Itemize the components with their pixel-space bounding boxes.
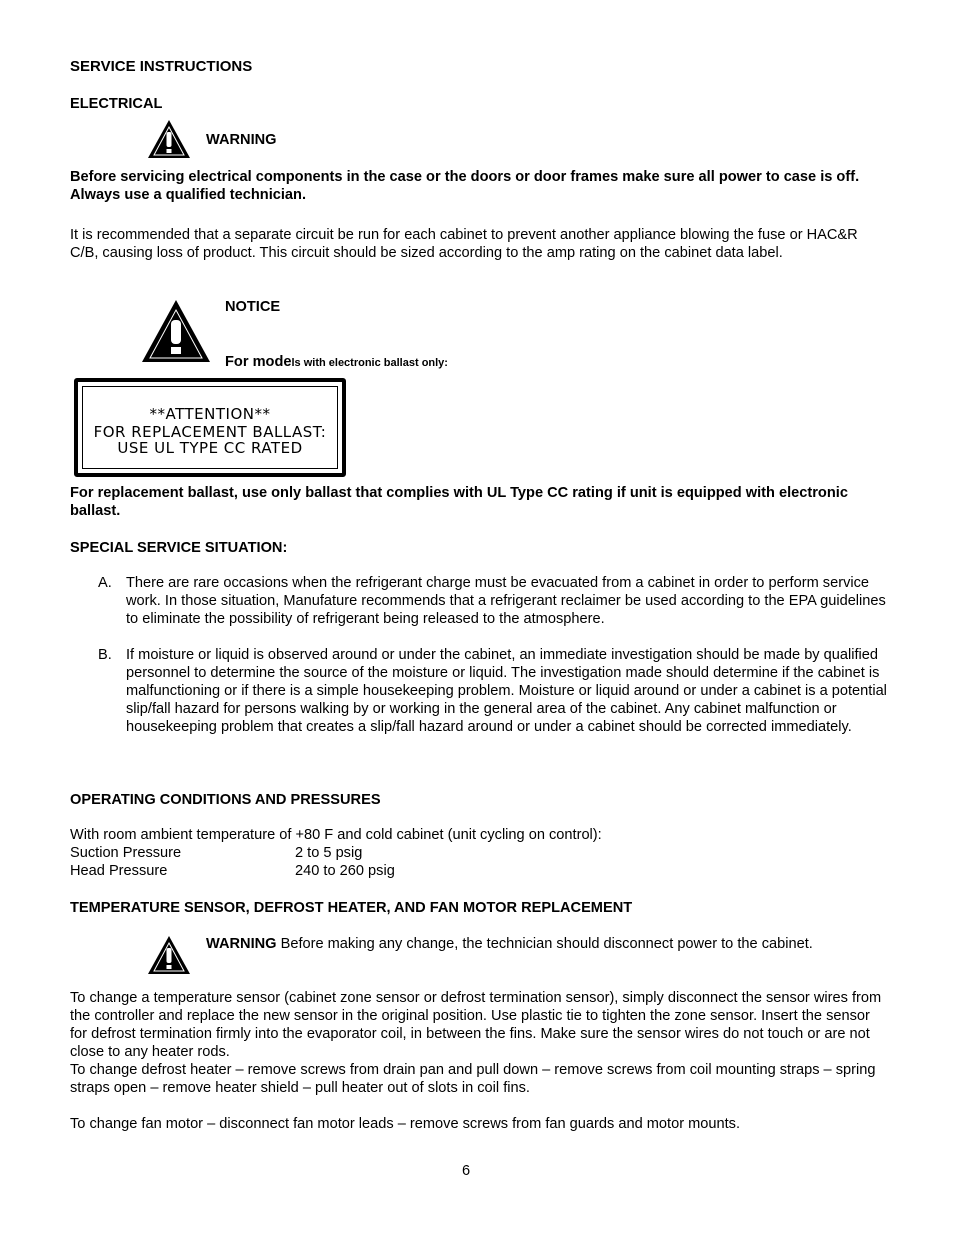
warning-label: WARNING xyxy=(206,132,277,148)
electrical-warning-text: Before servicing electrical components in the case or the doors or door frames make sure all power to case is off. Always use a qualified technician. xyxy=(70,169,860,203)
section-heading-electrical: ELECTRICAL xyxy=(70,96,163,112)
ballast-paragraph: For replacement ballast, use only ballast that complies with UL Type CC rating if unit is equipped with electronic ballast. xyxy=(70,485,848,519)
page-title: SERVICE INSTRUCTIONS xyxy=(70,58,253,75)
section-heading-special: SPECIAL SERVICE SITUATION: xyxy=(70,540,288,556)
list-item: If moisture or liquid is observed around or under the cabinet, an immediate investigation should be made by qualified personnel to determine the source of the moisture or liquid. The investigation made should determine if the cabinet is malfunctioning or if there is a simple housekeeping problem. Moisture or liquid around or under a cabinet is a potential slip/fall hazard for persons walking by or working in the general area of the cabinet. Any cabinet malfunction or housekeeping problem that creates a slip/fall hazard around or under a cabinet should be corrected immediately. xyxy=(126,647,887,735)
warning-disconnect-text: WARNING Before making any change, the technician should disconnect power to the cabinet. xyxy=(206,936,813,952)
list-item: There are rare occasions when the refrigerant charge must be evacuated from a cabinet in order to perform service work. In those situation, Manufature recommends that a refrigerant reclaimer be used according to the EPA guidelines to eliminate the possibility of refrigerant being released to the atmosphere. xyxy=(126,575,886,627)
warning-triangle-icon xyxy=(146,118,192,160)
list-item-letter: A. xyxy=(98,575,112,591)
sensor-paragraph: To change a temperature sensor (cabinet zone sensor or defrost termination sensor), simply disconnect the sensor wires from the controller and replace the new sensor in the original position. Use plastic tie to tighten the zone sensor. Insert the sensor for defrost termination firmly into the evaporator coil, in between the fins. Make sure the sensor wires do not touch or are not close to any heater rods. xyxy=(70,990,882,1060)
operating-intro: With room ambient temperature of +80 F and cold cabinet (unit cycling on control): xyxy=(70,827,602,843)
page-number: 6 xyxy=(461,1163,471,1179)
pressure-name: Head Pressure xyxy=(70,863,168,879)
ballast-label-line-2: FOR REPLACEMENT BALLAST: xyxy=(93,423,327,441)
notice-label: NOTICE xyxy=(225,299,281,315)
list-item-letter: B. xyxy=(98,647,112,663)
fan-paragraph: To change fan motor – disconnect fan motor leads – remove screws from fan guards and motor mounts. xyxy=(70,1116,741,1132)
section-heading-temperature: TEMPERATURE SENSOR, DEFROST HEATER, AND FAN MOTOR REPLACEMENT xyxy=(70,900,633,916)
pressure-value: 240 to 260 psig xyxy=(295,863,395,879)
defrost-paragraph: To change defrost heater – remove screws from drain pan and pull down – remove screws from coil mounting straps – spring straps open – remove heater shield – pull heater out of slots in coil fins. xyxy=(70,1062,876,1096)
warning-triangle-icon xyxy=(146,934,192,976)
pressure-value: 2 to 5 psig xyxy=(295,845,363,861)
notice-triangle-icon xyxy=(140,298,212,364)
ballast-attention-label xyxy=(74,378,346,477)
circuit-paragraph: It is recommended that a separate circuit be run for each cabinet to prevent another appliance blowing the fuse or HAC&R C/B, causing loss of product. This circuit should be sized according to the amp rating on the cabinet data label. xyxy=(70,227,858,261)
ballast-label-line-3: USE UL TYPE CC RATED xyxy=(117,439,303,457)
ballast-label-line-1: **ATTENTION** xyxy=(149,405,271,423)
pressure-name: Suction Pressure xyxy=(70,845,182,861)
section-heading-operating: OPERATING CONDITIONS AND PRESSURES xyxy=(70,792,381,808)
notice-subtitle: For models with electronic ballast only: xyxy=(225,354,448,370)
